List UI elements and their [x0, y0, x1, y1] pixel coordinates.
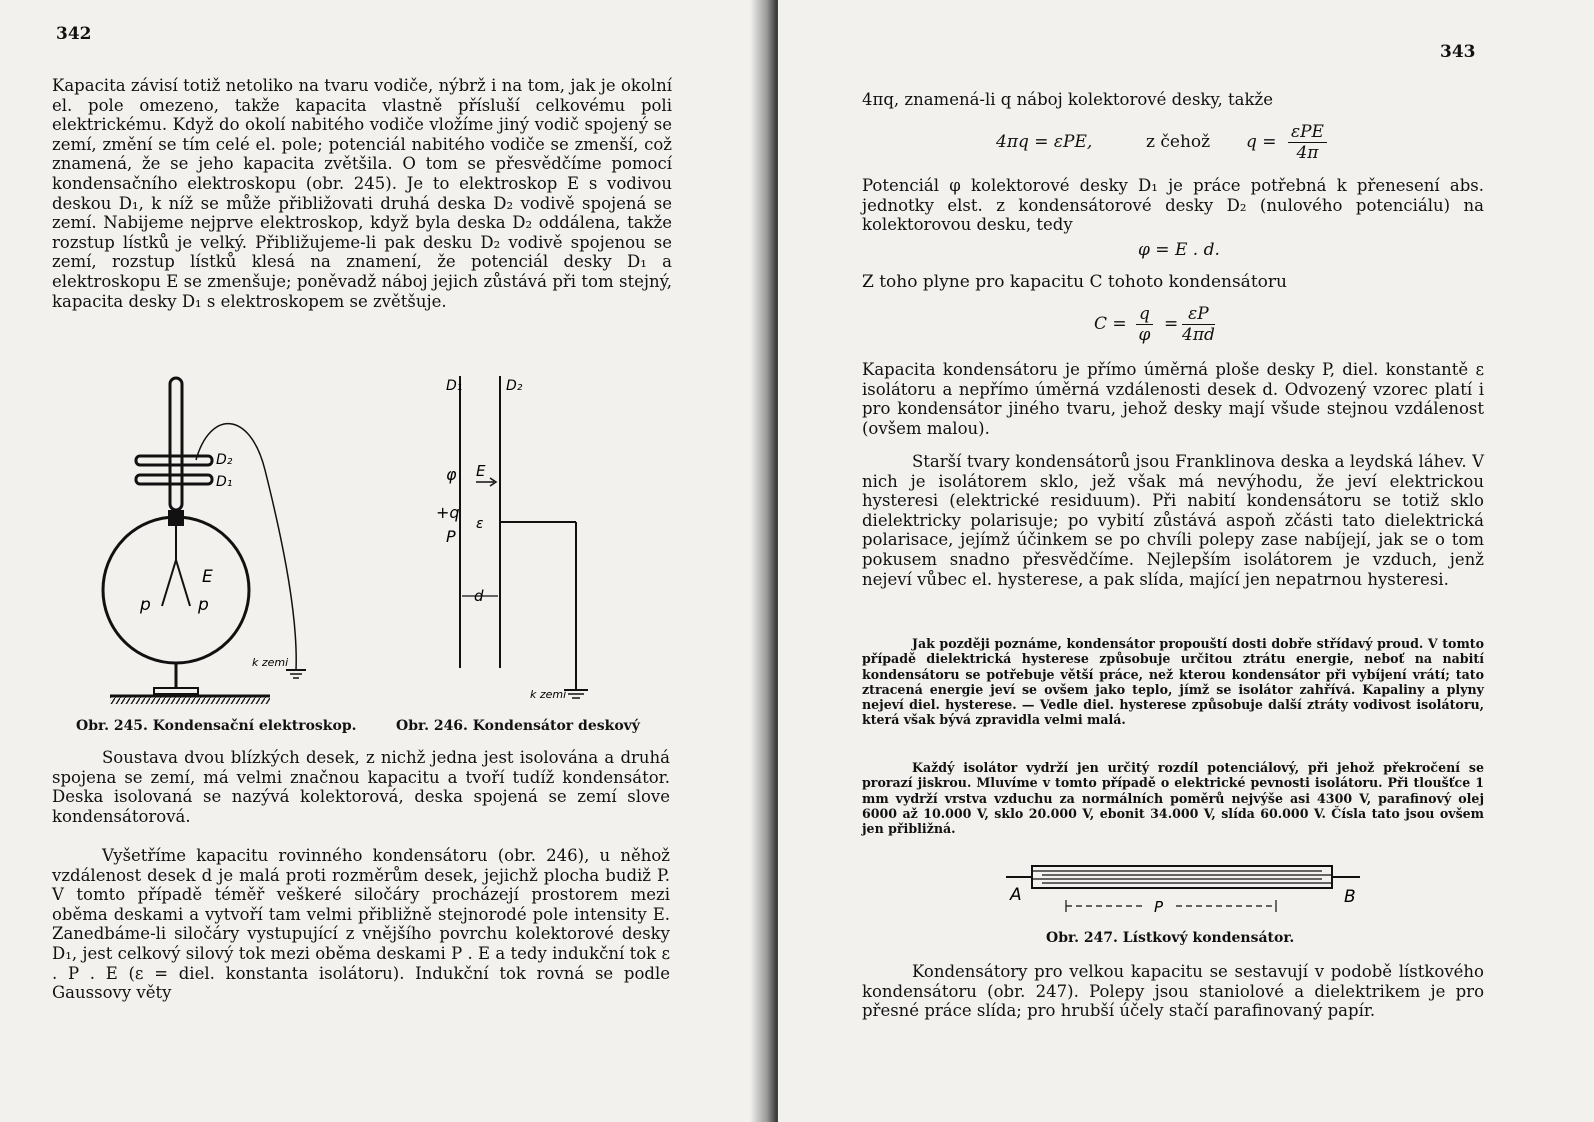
figure-247-foil-capacitor — [1006, 860, 1366, 920]
fig246-label-eps: ε — [476, 516, 484, 532]
fig245-label-d2: D₂ — [216, 452, 233, 468]
line-charge: 4πq, znamená-li q náboj kolektorové desky, takže — [862, 90, 1273, 109]
paragraph-capacity-proportional: Kapacita kondensátoru je přímo úměrná ploše desky P, diel. konstantě ε isolátoru a nepřímo úměrná vzdálenosti desek d. Odvozený vzorec platí i pro kondensátor jiného tvaru, jehož desky mají všude stejnou vzdálenost (ovšem malou). — [862, 360, 1484, 438]
line-capacity: Z toho plyne pro kapacitu C tohoto kondensátoru — [862, 272, 1287, 292]
fig247-label-a: A — [1010, 885, 1022, 905]
figure-245-electroscope — [100, 370, 330, 715]
figure-247-caption: Obr. 247. Lístkový kondensátor. — [1046, 930, 1295, 946]
fig247-label-p: P — [1154, 898, 1164, 916]
eq3-numerator-1: q — [1136, 304, 1153, 325]
left-page — [0, 0, 770, 1122]
eq1-numerator: εPE — [1288, 122, 1327, 143]
fig245-label-d1: D₁ — [216, 474, 233, 490]
fig245-label-ground: k zemi — [252, 656, 289, 669]
eq1-lhs: q = — [1246, 132, 1277, 152]
fig246-label-p: P — [446, 527, 456, 546]
paragraph-system-two-plates: Soustava dvou blízkých desek, z nichž jedna jest isolována a druhá spojena se zemí, má velmi značnou kapacitu a tvoří tudíž kondensátor. Deska isolovaná se nazývá kolektorová, deska spojená se zemí slove kondensátorová. — [52, 748, 670, 826]
eq1-mid: z čehož — [1146, 132, 1211, 152]
eq3-lhs: C = — [1094, 314, 1127, 334]
page-number-left: 342 — [56, 24, 92, 44]
paragraph-capacity-intro: Kapacita závisí totiž netoliko na tvaru vodiče, nýbrž i na tom, jak je okolní el. pole omezeno, takže kapacita vlastně přísluší celkovému poli elektrickému. Když do okolí nabitého vodiče vložíme jiný vodič spojený se zemí, změní se tím celé el. pole; potenciál nabitého vodiče se zmenší, což znamená, že se jeho kapacita zvětšila. O tom se přesvědčíme pomocí kondensačního elektroskopu (obr. 245). Je to elektroskop E s vodivou deskou D₁, k níž se může přibližovati druhá deska D₂ vodivě spojená se zemí. Nabijeme nejprve elektroskop, když byla deska D₂ oddálena, takže rozstup lístků je velký. Přibližujeme-li pak desku D₂ vodivě spojenou se zemí, rozstup lístků klesá na znamení, že potenciál desky D₁ a elektroskopu E se zmenšuje; poněvadž náboj jejich zůstává při tom stejný, kapacita desky D₁ s elektroskopem se zvětšuje. — [52, 76, 672, 311]
eq3-denominator-2: 4πd — [1182, 325, 1215, 345]
eq1-left: 4πq = εPE, — [996, 132, 1093, 152]
figure-246-plate-capacitor — [426, 372, 626, 717]
figure-246-caption: Obr. 246. Kondensátor deskový — [396, 718, 640, 734]
fig245-label-p-right: p — [198, 595, 209, 615]
fig246-label-ground: k zemi — [530, 688, 567, 701]
fig246-label-d1: D₁ — [446, 378, 463, 394]
eq3-numerator-2: εP — [1182, 304, 1215, 325]
right-page — [778, 0, 1594, 1122]
equation-potential: φ = E . d. — [1138, 240, 1220, 260]
paragraph-potential: Potenciál φ kolektorové desky D₁ je práce potřebná k přenesení abs. jednotky elst. z kondensátorové desky D₂ (nulového potenciálu) na kolektorovou desku, tedy — [862, 176, 1484, 235]
fig246-label-d: d — [474, 587, 484, 605]
fig246-label-q: +q — [436, 503, 460, 522]
fig246-label-d2: D₂ — [506, 378, 523, 394]
fig247-label-b: B — [1344, 887, 1356, 907]
figure-245-caption: Obr. 245. Kondensační elektroskop. — [76, 718, 357, 734]
paragraph-foil-capacitor: Kondensátory pro velkou kapacitu se sestavují v podobě lístkového kondensátoru (obr. 247). Polepy jsou staniolové a dielektrikem je pro přesné práce slída; pro hrubší účely stačí parafinovaný papír. — [862, 962, 1484, 1021]
equation-capacity — [1094, 302, 1334, 352]
fig245-label-p-left: p — [140, 595, 151, 615]
fig245-label-e: E — [202, 567, 213, 587]
fig246-label-phi: φ — [446, 465, 457, 484]
note-alternating-current: Jak později poznáme, kondensátor propouští dosti dobře střídavý proud. V tomto případě dielektrická hysterese způsobuje určitou ztrátu energie, neboť na nabití kondensátoru se potřebuje větší práce, než kterou kondensátor při vybíjení vrátí; tato ztracená energie jeví se ovšem jako teplo, jímž se isolátor zahřívá. Kapaliny a plyny nejeví diel. hysterese. — Vedle diel. hysterese způsobuje další ztráty vodivost isolátoru, která však bývá zpravidla velmi malá. — [862, 636, 1484, 728]
eq3-denominator-1: φ — [1138, 325, 1151, 345]
note-dielectric-strength: Každý isolátor vydrží jen určitý rozdíl potenciálový, při jehož překročení se prorazí jiskrou. Mluvíme v tomto případě o elektrické pevnosti isolátoru. Při tloušťce 1 mm vydrží vrstva vzduchu za normálních poměrů nejvýše asi 4300 V, parafinový olej 6000 až 10.000 V, sklo 20.000 V, ebonit 34.000 V, slída 60.000 V. Čísla tato jsou ovšem jen přibližná. — [862, 760, 1484, 837]
equation-flux — [996, 122, 1476, 166]
paragraph-older-capacitors: Starší tvary kondensátorů jsou Franklinova deska a leydská láhev. V nich je isolátorem sklo, jež však má nevýhodu, že jeví elektrickou hysteresi (elektrické residuum). Při nabití kondensátoru se totiž sklo dielektricky polarisuje; po vybití zůstává aspoň zčásti tato dielektrická polarisace, jejímž účinkem se po chvíli polepy zase nabíjejí, jak se o tom pokusem snadno přesvědčíme. Nejlepším isolátorem je vzduch, jenž nejeví vůbec el. hysterese, a pak slída, mající jen nepatrnou hysteresi. — [862, 452, 1484, 589]
page-number-right: 343 — [1440, 42, 1476, 62]
fig246-label-e: E — [476, 462, 486, 480]
paragraph-plane-capacitor: Vyšetříme kapacitu rovinného kondensátoru (obr. 246), u něhož vzdálenost desek d je malá proti rozměrům desek, jejichž plocha budiž P. V tomto případě téměř veškeré siločáry procházejí prostorem mezi oběma deskami a vytvoří tam velmi přibližně stejnorodé pole intensity E. Zanedbáme-li siločáry vystupující z vnějšího povrchu kolektorové desky D₁, jest celkový silový tok mezi oběma deskami P . E a tedy indukční tok ε . P . E (ε = diel. konstanta isolátoru). Indukční tok rovná se podle Gaussovy věty — [52, 846, 670, 1003]
eq1-denominator: 4π — [1296, 143, 1319, 163]
eq3-equals: = — [1164, 314, 1179, 334]
